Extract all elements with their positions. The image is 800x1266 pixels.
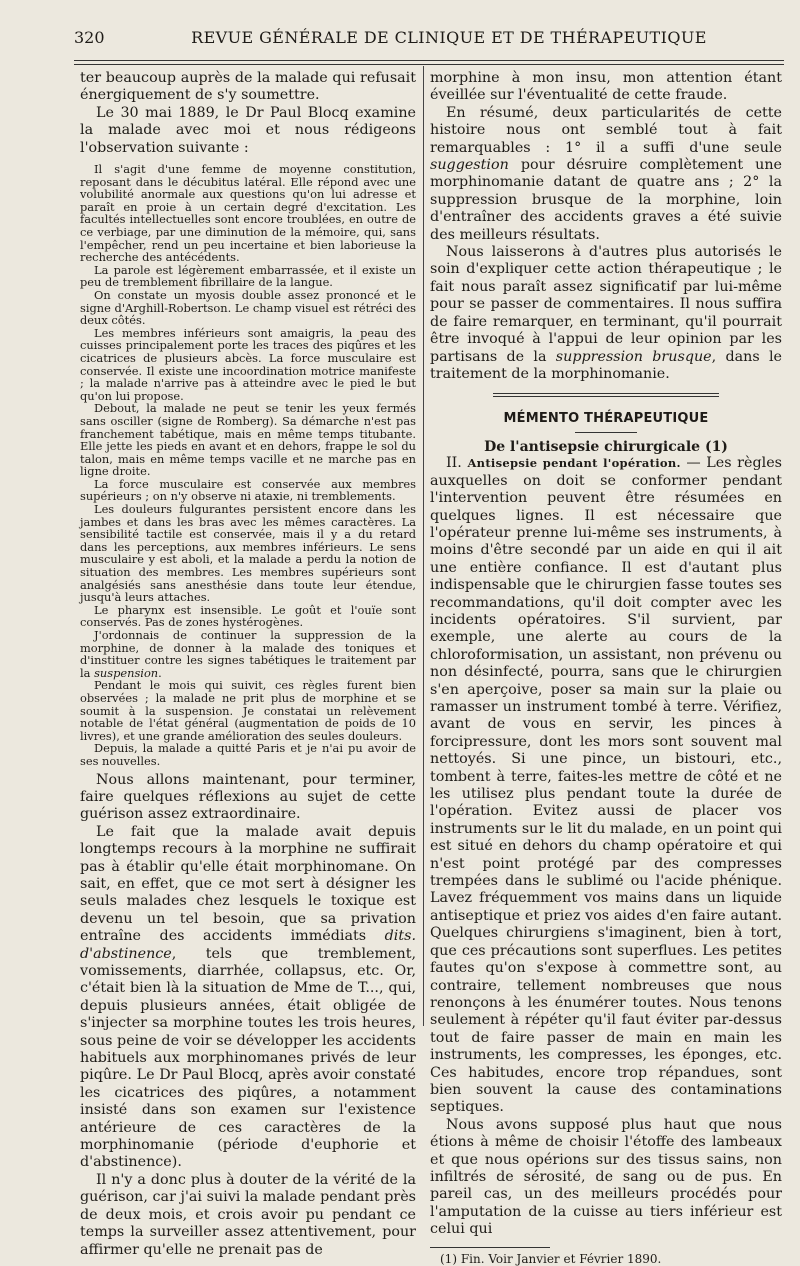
header-rule: [74, 60, 784, 61]
observation-6: La force musculaire est conservée aux membres supérieurs ; on n'y observe ni ataxie, ni tremblements.: [80, 476, 416, 504]
left-paragraph-5: Il n'y a donc plus à douter de la vérité de la guérison, car j'ai suivi la malade pendant près de deux mois, et crois avoir pu pendant ce temps la surveiller assez attentivement, pour affirmer qu'elle ne prenait pas de: [80, 1171, 416, 1258]
memento-rule: [575, 432, 637, 433]
left-paragraph-3: Nous allons maintenant, pour terminer, faire quelques réflexions au sujet de cette guérison assez extraordinaire.: [80, 771, 416, 823]
left-paragraph-2: Le 30 mai 1889, le Dr Paul Blocq examine la malade avec moi et nous rédigeons l'observation suivante :: [80, 104, 416, 156]
right-paragraph-3: [430, 244, 782, 383]
column-divider: [423, 66, 424, 1026]
left-paragraph-4-text: Le fait que la malade avait depuis longtemps recours à la morphine ne suffirait pas à établir qu'elle était morphinomane. On sait, en effet, que ce mot sert à désigner les seuls malades chez lesquels le toxique est devenu un tel besoin, que sa privation entraîne des accidents immédiats: [80, 823, 416, 945]
footnote: (1) Fin. Voir Janvier et Février 1890.: [440, 1251, 662, 1266]
running-title: REVUE GÉNÉRALE DE CLINIQUE ET DE THÉRAPEUTIQUE: [191, 28, 707, 47]
right-paragraph-4: [430, 455, 782, 1116]
memento-title: MÉMENTO THÉRAPEUTIQUE: [503, 411, 709, 427]
left-paragraph-4-end: , tels que tremblement, vomissements, diarrhée, collapsus, etc. Or, c'était bien là la situation de Mme de T..., qui, depuis plusieurs années, était obligée de s'injecter sa morphine toutes les trois heures, sous peine de voir se développer les accidents habituels aux morphinomanes privés de leur piqûre. Le Dr Paul Blocq, après avoir constaté les cicatrices des piqûres, a notamment insisté dans son examen sur l'existence antérieure de ces caractères de la morphinomanie (période d'euphorie et d'abstinence).: [80, 945, 416, 1171]
header-rule-second: [74, 64, 784, 65]
right-paragraph-3-end: , dans le traitement de la morphinomanie.: [430, 348, 783, 382]
right-paragraph-2: [430, 105, 782, 244]
observation-3: On constate un myosis double assez prononcé et le signe d'Arghill-Robertson. Le champ visuel est rétréci des deux côtés.: [80, 287, 416, 328]
observation-9-text: J'ordonnais de continuer la suppression de la morphine, de donner à la malade des toniques et d'instituer contre les signes tabétiques le traitement par la: [80, 628, 416, 680]
section-title: De l'antisepsie chirurgicale (1): [484, 439, 728, 456]
right-paragraph-3-italic: suppression brusque: [555, 348, 712, 365]
left-column: [80, 70, 416, 1259]
right-paragraph-2-end: pour désruire complètement une morphinomanie datant de quatre ans ; 2° la suppression brusque de la morphine, loin d'entraîner des accidents graves a été suivie des meilleurs résultats.: [430, 157, 782, 243]
footnote-rule: [430, 1247, 550, 1248]
page-header: [74, 28, 784, 52]
right-paragraph-5: Nous avons supposé plus haut que nous étions à même de choisir l'étoffe des lambeaux et que nous opérions sur des tissus sains, non infiltrés de sérosité, de sang ou de pus. En pareil cas, un des meilleurs procédés pour l'amputation de la cuisse au tiers inférieur est celui qui: [430, 1116, 782, 1238]
subsection-number: II.: [446, 455, 462, 472]
observation-5: Debout, la malade ne peut se tenir les yeux fermés sans osciller (signe de Romberg). Sa démarche n'est pas franchement tabétique, mais en même temps titubante. Elle jette les pieds en avant et en dehors, frappe le sol du talon, mais en même temps vacille et ne marche pas en ligne droite.: [80, 401, 416, 479]
observation-7: Les douleurs fulgurantes persistent encore dans les jambes et dans les bras avec les mêmes caractères. La sensibilité tactile est conservée, mais il y a du retard dans les perceptions, aux membres inférieurs. Le sens musculaire y est aboli, et la malade a perdu la notion de situation des membres. Les membres supérieurs sont analgésiés sans anesthésie dans toute leur étendue, jusqu'à leurs attaches.: [80, 502, 416, 605]
left-paragraph-1: ter beaucoup auprès de la malade qui refusait énergiquement de s'y soumettre.: [80, 70, 416, 104]
observation-1: Il s'agit d'une femme de moyenne constitution, reposant dans le décubitus latéral. Elle répond avec une volubilité anormale aux questions qu'on lui adresse et paraît en proie à un certain degré d'excitation. Les facultés intellectuelles sont encore troublées, en outre de ce verbiage, par une diminution de la mémoire, qui, sans l'empêcher, rend un peu incertaine et bien laborieuse la recherche des antécédents.: [80, 162, 416, 265]
subsection-heading: Antisepsie pendant l'opération.: [467, 456, 681, 471]
right-paragraph-1: morphine à mon insu, mon attention étant éveillée sur l'éventualité de cette fraude.: [430, 70, 782, 104]
right-paragraph-3-text: Nous laisserons à d'autres plus autorisés le soin d'expliquer cette action thérapeutique ; le fait nous paraît assez significatif par lui-même pour se passer de commentaires. Il nous suffira de faire remarquer, en terminant, qu'il pourrait être invoqué à l'appui de leur opinion par les partisans de la: [430, 244, 782, 365]
observation-9-end: .: [158, 665, 162, 680]
observation-11: Depuis, la malade a quitté Paris et je n'ai pu avoir de ses nouvelles.: [80, 741, 416, 768]
observation-2: La parole est légèrement embarrassée, et il existe un peu de tremblement fibrillaire de la langue.: [80, 262, 416, 290]
section-separator: [493, 393, 719, 397]
right-paragraph-4-text: — Les règles auxquelles on doit se conformer pendant l'intervention peuvent être résumées en quelques lignes. Il est nécessaire que l'opérateur prenne lui-même ses instruments, à moins d'être secondé par un aide en qui il ait une entière confiance. Il est d'autant plus indispensable que le chirurgien fasse toutes ses recommandations, qu'il doit compter avec les incidents opératoires. S'il survient, par exemple, une alerte au cours de la chloroformisation, un assistant, non prévenu ou non désinfecté, pourra, sans que le chirurgien s'en aperçoive, poser sa main sur la plaie ou ramasser un instrument tombé à terre. Vérifiez, avant de vous en servir, les pinces à forcipressure, dont les mors sont souvent mal nettoyés. Si une pince, un bistouri, etc., tombent à terre, faites-les mettre de côté et ne les utilisez plus pendant toute la durée de l'opération. Evitez aussi de placer vos instruments sur le lit du malade, en un point qui est situé en dehors du champ opératoire et qui n'est point protégé par des compresses trempées dans le sublimé ou l'acide phénique. Lavez fréquemment vos mains dans un liquide antiseptique et priez vos aides d'en faire autant. Quelques chirurgiens s'imaginent, bien à tort, que ces précautions sont superflues. Les petites fautes qu'on s'expose à commettre sont, au contraire, tellement nombreuses que nous renonçons à les énumérer toutes. Nous tenons seulement à répéter qu'il faut éviter par-dessus tout de faire passer de main en main les instruments, les compresses, les éponges, etc. Ces habitudes, encore trop répandues, sont bien souvent la cause des contaminations septiques.: [430, 455, 783, 1116]
right-paragraph-2-text: En résumé, deux particularités de cette histoire nous ont semblé tout à fait remarquables : 1° il a suffi d'une seule: [430, 104, 782, 156]
left-paragraph-4: [80, 824, 416, 1172]
observation-9-italic: suspension: [94, 665, 159, 680]
left-paragraph-4-italic: dits. d'abstinence: [80, 928, 416, 962]
observation-8: Le pharynx est insensible. Le goût et l'ouïe sont conservés. Pas de zones hystérogènes.: [80, 602, 416, 630]
observation-10: Pendant le mois qui suivit, ces règles furent bien observées ; la malade ne prit plus de morphine et se soumit à la suspension. Je constatai un relèvement notable de l'état général (augmentation de poids de 10 livres), et une grande amélioration des seules douleurs.: [80, 678, 416, 743]
right-column: [430, 70, 782, 1266]
right-paragraph-2-italic: suggestion: [430, 157, 509, 174]
observation-9: [80, 629, 416, 679]
observation-4: Les membres inférieurs sont amaigris, la peau des cuisses principalement porte les traces des piqûres et les cicatrices de plusieurs abcès. La force musculaire est conservée. Il existe une incoordination motrice manifeste ; la malade n'arrive pas à atteindre avec le pied le but qu'on lui propose.: [80, 325, 416, 403]
page-number: 320: [74, 28, 105, 47]
